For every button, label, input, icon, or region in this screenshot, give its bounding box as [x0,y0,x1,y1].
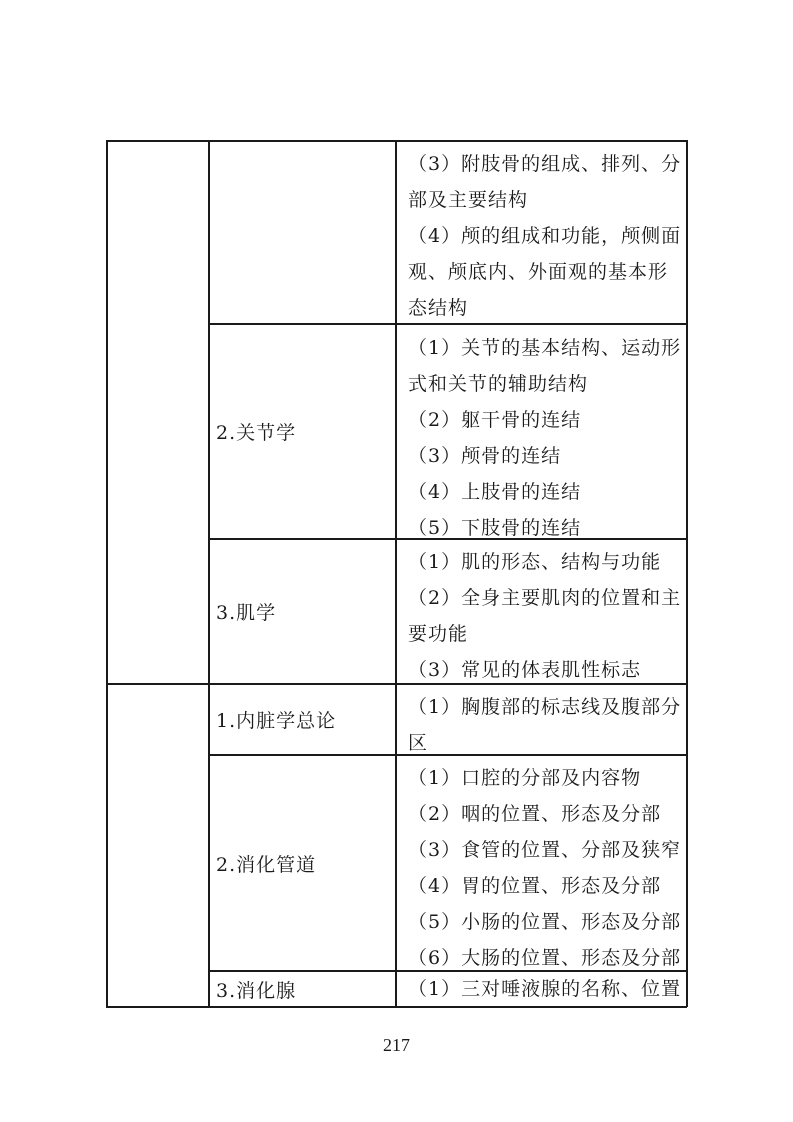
content-line: 式和关节的辅助结构 [408,373,589,395]
topic-label: 2.关节学 [216,422,297,444]
row4-topic-cell [208,685,395,754]
topic-label: 3.肌学 [216,602,277,624]
content-line: 态结构 [408,297,469,319]
syllabus-table [106,140,687,1007]
content-line: （1）胸腹部的标志线及腹部分 [408,696,682,718]
content-line: （4）胃的位置、形态及分部 [408,875,662,897]
content-line: （3）颅骨的连结 [408,445,562,467]
content-line: （1）关节的基本结构、运动形 [408,337,682,359]
content-line: （3）附肢骨的组成、排列、分 [408,153,682,175]
content-line: 观、颅底内、外面观的基本形 [408,261,669,283]
content-line: （2）咽的位置、形态及分部 [408,803,662,825]
content-line: （1）三对唾液腺的名称、位置 [408,978,682,1000]
row6-topic-cell [208,972,395,1006]
content-line: （3）常见的体表肌性标志 [408,659,642,681]
row6-content-cell [402,972,687,1006]
content-line: （5）小肠的位置、形态及分部 [408,911,682,933]
content-line: 要功能 [408,623,469,645]
content-line: （1）口腔的分部及内容物 [408,767,642,789]
content-line: （3）食管的位置、分部及狭窄 [408,839,682,861]
row4-content-cell [402,685,687,761]
page-number: 217 [383,1035,410,1055]
content-line: （4）上肢骨的连结 [408,481,582,503]
row2-content-cell [402,326,687,546]
row5-content-cell [402,756,687,976]
content-line: （2）全身主要肌肉的位置和主 [408,587,682,609]
row5-topic-cell [208,756,395,970]
table-border-bottom [106,1006,687,1008]
content-line: （5）下肢骨的连结 [408,517,582,539]
content-line: （1）肌的形态、结构与功能 [408,551,662,573]
row3-content-cell [402,540,687,688]
content-line: （4）颅的组成和功能，颅侧面 [408,225,682,247]
topic-label: 1.内脏学总论 [216,710,337,732]
section-title-cell [108,685,208,1006]
content-line: 区 [408,732,429,754]
column-divider-2 [395,140,397,1007]
row3-topic-cell [208,540,395,683]
content-line: （6）大肠的位置、形态及分部 [408,947,682,969]
row2-topic-cell [208,325,395,538]
content-line: （2）躯干骨的连结 [408,409,582,431]
topic-label: 2.消化管道 [216,853,317,876]
content-line: 部及主要结构 [408,189,529,211]
topic-label: 3.消化腺 [216,979,297,1002]
row1-content-cell [402,142,687,326]
